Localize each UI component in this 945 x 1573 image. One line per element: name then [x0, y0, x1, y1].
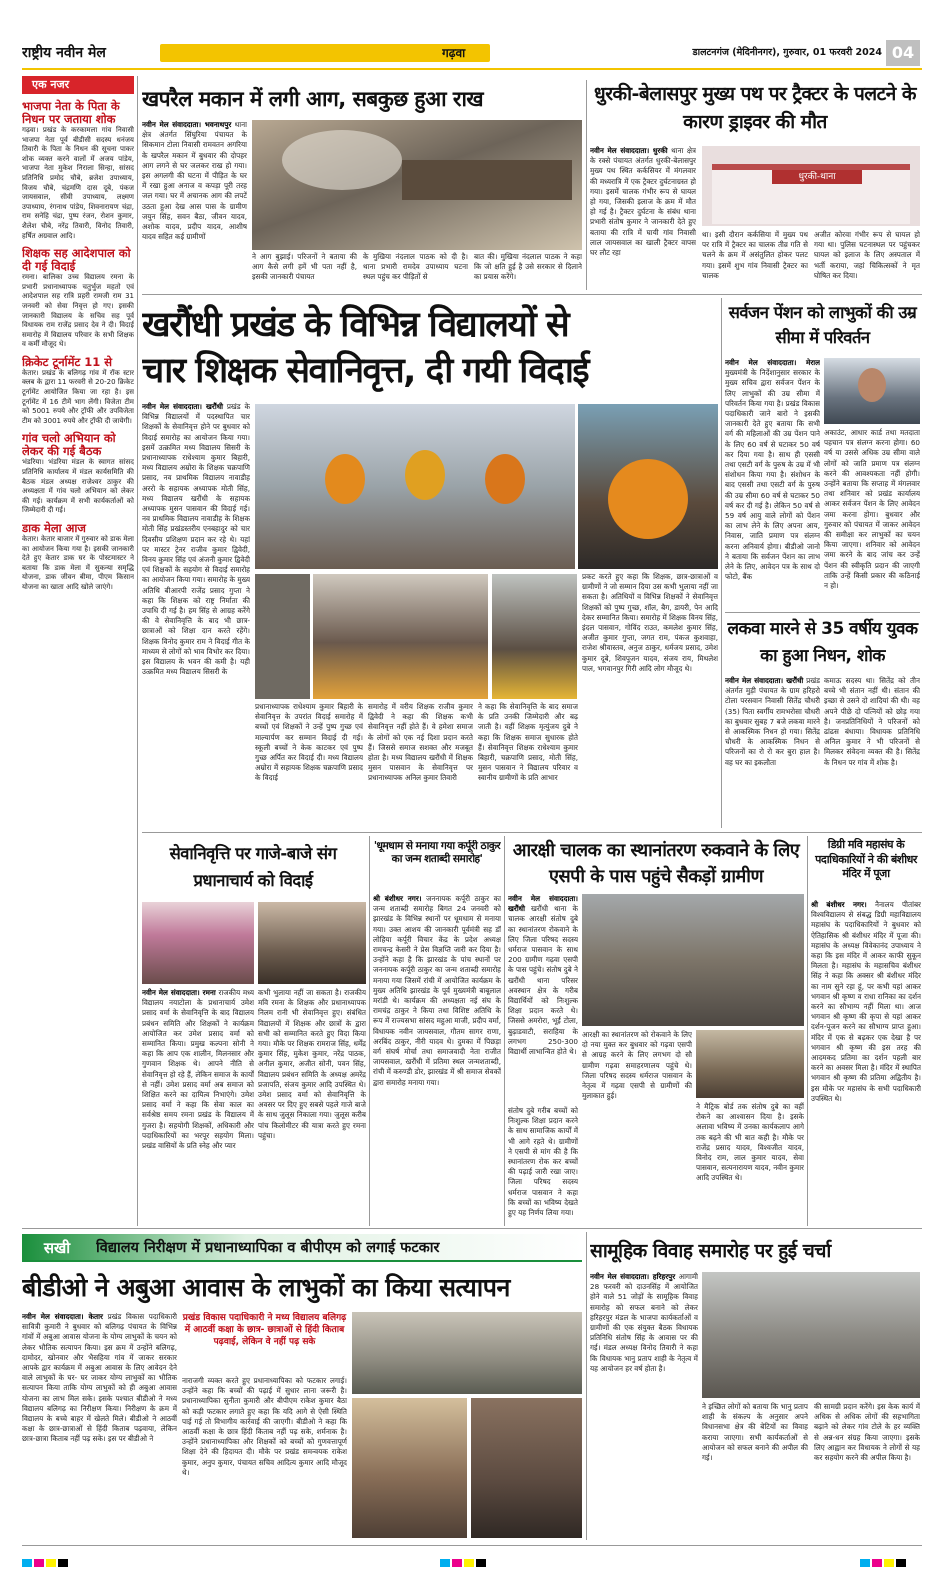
color-registration-bar	[860, 1559, 906, 1567]
arakshi-col2: संतोष दुबे गरीब बच्चों को निःशुल्क शिक्षा प्रदान करने के साथ सामाजिक कार्यों में भी आगे रहते थे। ग्रामीणों ने एसपी से मांग की है कि स्थानांतरण रोक कर बच्चों की पढ़ाई जारी रखा जाए। जिला परिषद सदस्य धर्मराज पासवान ने कहा कि बच्चों का भविष्य देखते हुए यह निर्णय लिया गया।	[508, 1106, 578, 1218]
lead-dateline: नवीन मेल संवाददाता। खरौंधी	[142, 402, 223, 411]
footer-rule	[22, 1545, 922, 1546]
divider	[725, 612, 920, 613]
color-registration-bar	[22, 1559, 68, 1567]
garland-shape	[485, 454, 525, 504]
lead-photo-man3	[492, 574, 577, 699]
pension-text: मुख्यमंत्री के निर्देशानुसार सरकार के मुख्य सचिव द्वारा सर्वजन पेंशन के लिए लाभुकों की उम्र सीमा में परिवर्तन किया गया है। प्रखंड विकास पदाधिकारी जाने बारो ने इसकी जानकारी देते हुए बताया कि सभी वर्ग की महिलाओं की उम्र पेंशन पाने के लिए 60 वर्ष से घटाकर 50 वर्ष कर दिया गया है। साथ ही एससी तथा एसटी वर्ग के पुरुष के उम्र में भी संशोधन किया गया है। संशोधन के बाद एससी तथा एसटी वर्ग के पुरुष की उम्र सीमा 60 वर्ष से घटाकर 50 वर्ष कर दी गई है। लेकिन 50 वर्ष से 59 वर्ष आयु वाले लोगों को पेंशन का लाभ लेने के लिए अपना आय, निवास, जाति प्रमाण पत्र संलग्न करना अनिवार्य होगा। बीडीओ जानो ने बताया कि सर्वजन पेंशन का लाभ लेने के लिए, आवेदन पत्र के साथ दो फोटो, बैंक	[725, 368, 820, 582]
sidebar-item	[22, 100, 134, 241]
fire-col1	[142, 120, 247, 290]
tractor-col1	[590, 146, 696, 290]
tractor-photo	[702, 146, 920, 226]
masthead-rule	[22, 68, 922, 70]
sakhi-col2: नाराजगी व्यक्त करते हुए प्रधानाध्यापिका को फटकार लगाई। उन्होंने कहा कि बच्चों की पढ़ाई में सुधार लाना जरूरी है। प्रधानाध्यापिका सुनीता कुमारी और बीपीएम राकेश कुमार बैठा को कड़ी फटकार लगाते हुए कहा कि यदि आगे से ऐसी स्थिति पाई गई तो विभागीय कार्रवाई की जाएगी। बीडीओ ने कहा कि आठवीं कक्षा के छात्र हिंदी किताब नहीं पढ़ सके, शर्मनाक है। उन्होंने प्रधानाध्यापिका और शिक्षकों को बच्चों को गुणवत्तापूर्ण शिक्षा देने की हिदायत दी। मौके पर प्रखंड समन्वयक राकेश कुमार, अनुप कुमार, पंचायत सचिव आदित्य कुमार आदि मौजूद थे।	[182, 1376, 347, 1477]
sewanivritti-text: राजकीय मध्य विद्यालय नयाटोला के प्रधानाचार्य उमेश प्रसाद वर्मा के सेवानिवृत्ति के बाद विद्यालय प्रबंधन समिति और शिक्षकों ने कार्यक्रम आयोजित कर उमेश प्रसाद वर्मा को सम्मानित किया। प्रमुख कल्पना सोनी ने कहा कि आप एक शालीन, मिलनसार और गुणवान शिक्षक थे। आपने नीति से सेवानिवृत्त हो रहे हैं, लेकिन समाज के कार्यों से नहीं। उमेश प्रसाद वर्मा अब समाज को शिक्षित करने का दायित्व निभाएंगे। उमेश प्रसाद वर्मा ने कहा कि सेवा काल का सर्वश्रेष्ठ समय रमना प्रखंड के विद्यालय में गुजरा है। सहयोगी शिक्षकों, अधिकारी और पदाधिकारियों का भरपूर सहयोग मिला। प्रखंड वासियों के प्रति स्नेह और प्यार	[142, 988, 254, 1151]
sidebar-item-body: भंडरिया। भंडरिया मंडल के स्वागत सांसद प्रतिनिधि कार्यालय में मंडल कार्यसमिति की बैठक मंडल अध्यक्ष राजेश्वर ठाकुर की अध्यक्षता में गांव चलो अभियान को लेकर की गई। कार्यक्रम में सभी कार्यकर्ताओं को जिम्मेदारी दी गई।	[22, 458, 134, 515]
place-date: डालटनगंज (मेदिनीनगर), गुरुवार, 01 फरवरी 2024	[692, 47, 882, 58]
pension-col2: अकाउंट, आधार कार्ड तथा मतदाता पहचान पत्र संलग्न करना होगा। 60 वर्ष या उससे अधिक उम्र सीमा वाले लोगों को जाति प्रमाण पत्र संलग्न करने की आवश्यकता नहीं होगी। उन्होंने बताया कि सप्ताह में मंगलवार तथा शनिवार को प्रखंड कार्यालय आकर सर्वजन पेंशन के लिए आवेदन जमा करना होगा। बुधवार और गुरुवार को पंचायत में जाकर आवेदन की समीक्षा कर लाभुकों का चयन किया जाएगा। शनिवार को आवेदन जमा करने के बाद जांच कर उन्हें पेंशन की स्वीकृति प्रदान की जाएगी ताकि उन्हें किसी प्रकार की कठिनाई न हो।	[824, 428, 920, 591]
lead-col1	[142, 402, 250, 828]
divider	[504, 836, 505, 1226]
lead-headline-line1: खरौंधी प्रखंड के विभिन्न विद्यालयों से	[142, 305, 569, 345]
sidebar-item	[22, 522, 134, 593]
fire-dateline: नवीन मेल संवाददाता। भवनाथपुर	[142, 120, 232, 129]
sidebar-item-body: केतार। प्रखंड के बलिगढ़ गांव में रॉक स्टार क्लब के द्वारा 11 फरवरी से 20-20 क्रिकेट टूर्नामेंट आयोजित किया जा रहा है। इस टूर्नामेंट में 16 टीमें भाग लेंगी। विजेता टीम को 5001 रुपये और ट्रॉफी और उपविजेता टीम को 3001 रुपये और ट्रॉफी दी जायेगी।	[22, 368, 134, 425]
fire-roof-shape	[402, 160, 572, 200]
sakhi-photo-school	[352, 1398, 467, 1538]
sidebar-divider	[137, 76, 138, 1226]
vivah-col3: की सामग्री प्रदान करेंगे। इस केक कार्य में अधिक से अधिक लोगों की सहभागिता बढ़ाने को लेकर गांव टोले के हर व्यक्ति से अन्न-धन संग्रह किया जाएगा। इसके लिए आह्वान कर विधायक ने लोगों से यह कर सहयोग करने की अपील किया है।	[814, 1402, 920, 1463]
tractor-col2: था। इसी दौरान कर्कसिया में मुख्य पथ पर रात्रि में ट्रैक्टर का चालक तीव्र गति से चलने के क्रम में असंतुलित होकर पलट गया। इसमें शुभ गांव निवासी ट्रैक्टर का चालक	[702, 230, 808, 280]
vivah-text: आगामी 28 फरवरी को दाउनसिंह में आयोजित होने वाले 51 जोड़ों के सामूहिक विवाह समारोह को सफल बनाने को लेकर हरिहरपुर मंडल के भाजपा कार्यकर्ताओं व ग्रामीणों की एक संयुक्त बैठक विधायक प्रतिनिधि संतोष सिंह के आवास पर की गई। मंडल अध्यक्ष विनोद तिवारी ने कहा कि विधायक भानु प्रताप शाही के नेतृत्व में यह आयोजन हर वर्ष होता है।	[590, 1272, 698, 1373]
sakhi-tag: सखी	[43, 1239, 71, 1257]
masthead	[22, 40, 922, 66]
arakshi-photo-crowd	[582, 894, 804, 1026]
sidebar-item	[22, 247, 134, 350]
lead-col2: प्रधानाध्यापक राधेश्याम कुमार बिहारी के सेवानिवृत्त के उपरांत विदाई समारोह में बच्चों एवं शिक्षकों ने उन्हें पुष्प गुच्छ एवं माल्यार्पण कर सम्मान विदाई दी गई। स्कूली बच्चों ने केक काटकर एवं पुष्प गुच्छ अर्पित कर विदाई दी। मध्य विद्यालय अम्रोरा में सहायक शिक्षक चक्रपाणि प्रसाद के विदाई	[255, 702, 363, 783]
sakhi-dateline: नवीन मेल संवाददाता। केतार	[22, 1312, 103, 1321]
arakshi-text: खरौंधी थाना के चालक आरक्षी संतोष दुबे का स्थानांतरण रोकवाने के लिए जिला परिषद सदस्य धर्मराज पासवान के साथ 200 ग्रामीण गढ़वा एसपी के पास पहुंचे। संतोष दुबे ने खरौंधी थाना परिसर अवस्थान क्षेत्र के गरीब विद्यार्थियों को निःशुल्क शिक्षा प्रदान करते थे। जिससे अमरोरा, भूर्ई टोला, बुढ़ाडवाटी, सराहिया के लगभग 250-300 विद्यार्थी लाभान्वित होते थे।	[508, 904, 578, 1057]
arakshi-col1	[508, 894, 578, 1104]
karpoori-body	[373, 894, 501, 1226]
lead-col5: प्रकट करते हुए कहा कि शिक्षक, छात्र-छात्राओं व ग्रामीणों ने जो सम्मान दिया उस कभी भुलाया नहीं जा सकता है। अतिथियों व विभिन्न शिक्षकों ने सेवानिवृत्त शिक्षकों को पुष्प गुच्छ, शॉल, बैग, डायरी, पेन आदि देकर सम्मानित किया। समारोह में शिक्षक विनय सिंह, इंदल पासवान, गोविंद राउत, कमलेश कुमार सिंह, अजीत कुमार गुप्ता, जगत राम, पंकज कुशवाहा, राजेश श्रीवास्तव, अनुज ठाकुर, धर्मजय प्रसाद, उमेश कुमार दूबे, शिवपूजन यादव, संजय राय, मिथलेश पाल, भगवानपुर गिरी आदि लोग मौजूद थे।	[582, 572, 718, 673]
sidebar-item-body: रमना। बालिका उच्च विद्यालय रमना के प्रभारी प्रधानाध्यापक चतुर्भुज महतो एवं आदेशपाल सह रात्रि प्रहरी रामजी राम 31 जनवरी को सेवा निवृत्त हो गए। इसकी जानकारी विद्यालय के सचिव सह पूर्व विधायक राम राजेंद्र प्रसाद देव ने दी। विदाई समारोह में विद्यालय परिवार के सभी शिक्षक व कर्मी मौजूद थे।	[22, 273, 134, 349]
sidebar-item-body: केतार। केतार बाजार में गुरुवार को डाक मेला का आयोजन किया गया है। इसकी जानकारी देते हुए केतार डाक घर के पोस्टमास्टर ने बताया कि डाक मेला में सुकन्या समृद्धि योजना, डाक जीवन बीमा, पीएम किसान योजना का खाता आदि खोले जाएंगे।	[22, 535, 134, 591]
sidebar-item-headline: क्रिकेट टूर्नामेंट 11 से	[22, 354, 113, 369]
fire-col3: के मुखिया नंदलाल पाठक को दी है। थाना प्रभारी रामदेव उपाध्याय घटना स्थल पहुंच कर पीड़ितों से	[363, 252, 468, 282]
lead-col4: ने कहा कि सेवानिवृत्ति के बाद समाज के प्रति उनकी जिम्मेदारी और बढ़ जाती है। वहीं शिक्षक मृत्युंजय दुबे ने कहा कि शिक्षक समाज सुधारक होते हैं। सेवानिवृत्त शिक्षक राधेश्याम कुमार बिहारी, चक्रपाणि प्रसाद, मोती सिंह, मुसन पासवान ने विद्यालय परिवार व स्वानीय ग्रामीणों के प्रति आभार	[478, 702, 578, 783]
degree-text: नैनालय पीतांबर विश्वविद्यालय से संबद्ध डिग्री महाविद्यालय महासंघ के पदाधिकारियों ने बुधवार को ऐतिहासिक श्री बंशीधर मंदिर में पूजा की। महासंघ के अध्यक्ष विवेकानंद उपाध्याय ने कहा कि इस मंदिर में आकर काफी सुकून मिलता है। महासंघ के महासचिव बंशीधर सिंह ने कहा कि अक्सर श्री बंशीधर मंदिर का नाम सुने रहा हूं, पर कभी यहां आकर भगवान श्री कृष्ण व राधा रानिका का दर्शन करने का सौभाग्य नहीं मिला था। आज भगवान श्री कृष्ण की कृपा से यहां आकर दर्शन-पूजन करने का सौभाग्य प्राप्त हुआ। मंदिर में एक से बढ़कर एक देखा है पर भगवान श्री कृष्ण की इस तरह की आदमकद प्रतिमा का दर्शन पहली बार करने का अवसर मिला है। मंदिर में स्थापित भगवान श्री कृष्ण की प्रतिमा अद्वितीय है। इस मौके पर महासंघ के सभी पदाधिकारी उपस्थित थे।	[811, 900, 921, 1103]
sakhi-photo-classroom	[471, 1398, 582, 1538]
sewanivritti-dateline: नवीन मेल संवाददाता। रमना	[142, 988, 216, 997]
tractor-headline: धुरकी-बेलासपुर मुख्य पथ पर ट्रैक्टर के पलटने के कारण ड्राइवर की मौत	[594, 83, 916, 133]
page-number: 04	[886, 40, 920, 66]
sewanivritti-col2: कभी भुलाया नहीं जा सकता है। राजकीय मवि रमना के शिक्षक और प्रधानाध्यापक निलम रानी भी सेवानिवृत्त हुए। संबंधित विद्यालयों में शिक्षक और छात्रों के द्वारा सभी को सम्मानित करते हुए विदा किया गया। मौके पर शिक्षक रामराज सिंह, धर्मेंद्र कुमार सिंह, मुकेश कुमार, नरेंद्र पाठक, अनील कुमार, अजीत सोनी, पवन सिंह, विद्यालय प्रबंधन समिति के अध्यक्ष अमरेंद्र प्रजापति, संजय कुमार आदि उपस्थित थे। उमेश प्रसाद वर्मा को सेवानिवृत्ति के अवसर पर दिए हुए सबसे पहले गाजे बाजे के साथ जुलूस निकाला गया। जुलूस करीब पांच किलोमीटर की यात्रा करते हुए रमना पहुंचा।	[258, 988, 366, 1140]
sewanivritti-photo-stage	[142, 902, 254, 984]
color-registration-bar	[440, 1559, 486, 1567]
garland-shape	[325, 454, 365, 504]
arakshi-photo-officer	[696, 1030, 804, 1098]
vivah-headline: सामूहिक विवाह समारोह पर हुई चर्चा	[590, 1240, 831, 1262]
divider	[142, 832, 922, 833]
sakhi-text: प्रखंड विकास पदाधिकारी सावित्री कुमारी ने बुधवार को बलिगढ़ पंचायत के विभिन्न गांवों में अबुआ आवास योजना के योग्य लाभुकों के चयन को लेकर भौतिक सत्यापन किया। इस क्रम में उन्होंने बलिगढ़, दामोदर, खोनवार और भैसहिया गांव में जाकर सरकार आपके द्वार कार्यक्रम में अबुआ आवास के लिए आवेदन देने वाले लाभुकों के घर- घर जाकर योग्य लाभुकों का भौतिक सत्यापन किया ताकि योग्य लाभुकों को ही अबुआ आवास योजना का लाभ मिल सके। इसके पश्चात बीडीओ ने मध्य विद्यालय बलिगढ़ का निरीक्षण किया। निरीक्षण के क्रम में विद्यालय के बच्चे बाहर में खेलते मिले। बीडीओ ने आठवीं कक्षा के छात्र-छात्राओं से हिंदी किताब पढ़वाया, लेकिन छात्र-छात्रा किताब नहीं पढ़ सके। इस पर बीडीओ ने	[22, 1312, 177, 1444]
pension-dateline: नवीन मेल संवाददाता। मेराल	[725, 358, 820, 367]
police-station-sign: धुरकी-थाना	[772, 170, 862, 184]
divider	[807, 836, 808, 1226]
lead-headline-line2: चार शिक्षक सेवानिवृत्त, दी गयी विदाई	[142, 351, 589, 391]
edition-name: गढ़वा	[442, 46, 466, 60]
vivah-col2: ने इच्छित लोगों को बताया कि भानु प्रताप शाही के संकल्प के अनुसार अपने विधानसभा क्षेत्र की बेटियों का विवाह कराया जाएगा। सभी कार्यकर्ताओं से आयोजन को सफल बनाने की अपील की गई।	[702, 1402, 808, 1463]
degree-headline: डिग्री मवि महासंघ के पदाधिकारियों ने की बंशीधर मंदिर में पूजा	[815, 838, 917, 880]
pension-col1	[725, 358, 820, 608]
sidebar-item-headline: भाजपा नेता के पिता के निधन पर जताया शोक	[22, 99, 120, 126]
vivah-photo-meeting	[702, 1272, 920, 1398]
paper-name: राष्ट्रीय नवीन मेल	[22, 45, 106, 61]
divider	[142, 294, 922, 295]
fire-col4: बात की। मुखिया नंदलाल पाठक ने कहा कि जो क्षति हुई है उसे सरकार से दिलाने का प्रयास करेंगे।	[474, 252, 582, 282]
karpoori-dateline: श्री बंशीधर नगर।	[373, 894, 422, 903]
fire-text: थाना क्षेत्र अंतर्गत सिंघुरिया पंचायत के सिकमान टोला निवासी रामवतन अगरिया के खपरैल मकान में बुधवार की दोपहर आग लगने से घर जलकर राख हो गया। इस अगलगी की घटना में पीड़ित के घर में रखा हुआ अनाज व कपड़ा पूरी तरह जल गया। घर में अचानक आग की लपटें उठता हुआ देख आस पास के ग्रामीण जयुन सिंह, सवन बैठा, जीवन यादव, अशोक यादव, प्रदीप यादव, आशीष यादव सहित कई ग्रामीणों	[142, 120, 247, 242]
sakhi-kicker: विद्यालय निरीक्षण में प्रधानाध्यापिका व बीपीएम को लगाई फटकार	[96, 1240, 440, 1256]
divider	[586, 1232, 587, 1540]
sakhi-photo-field	[352, 1312, 582, 1394]
arakshi-headline: आरक्षी चालक का स्थानांतरण रुकवाने के लिए एसपी के पास पहुंचे सैकड़ों ग्रामीण	[512, 840, 800, 887]
vivah-dateline: नवीन मेल संवाददाता। हरिहरपुर	[590, 1272, 676, 1281]
karpoori-headline: 'धूमधाम से मनाया गया कर्पूरी ठाकुर का जन्म शताब्दी समारोह'	[373, 840, 501, 865]
paralysis-dateline: नवीन मेल संवाददाता। खरौंधी	[725, 676, 804, 685]
tractor-text: थाना क्षेत्र के रक्से पंचायत अंतर्गत धुरकी-बेलासपुर मुख्य पथ स्थित कर्कसियर में मंगलवार की मध्यरात्रि में एक ट्रैक्टर दुर्घटनाग्रस्त हो गया। इसमें चालक गंभीर रूप से घायल हो गया, जिसकी इलाज के क्रम में मौत हो गई है। ट्रैक्टर दुर्घटना के संबंध थाना प्रभारी संतोष कुमार ने जानकारी देते हुए बताया की रात्रि में घायी गांव निवासी लाल जायसवाल का खाली ट्रैक्टर वापस घर लौट रहा	[590, 146, 696, 258]
lead-photo-man1	[255, 574, 310, 699]
lead-col3: समारोह में वरीय शिक्षक राजीव कुमार द्विवेदी ने कहा की शिक्षक कभी सेवानिवृत्त नहीं होते हैं। वे हमेशा समाज के लोगों को एक नई दिशा प्रदान करते हैं। जिससे समाज सशक्त और मजबूत होता है। मध्य विद्यालय खरौंधी में शिक्षक मुसन पासवान के सेवानिवृत्त पर प्रधानाध्यापक अनिल कुमार तिवारी	[368, 702, 473, 783]
paralysis-headline: लकवा मारने से 35 वर्षीय युवक का हुआ निधन, शोक	[727, 619, 918, 666]
sidebar	[22, 76, 134, 1226]
paralysis-col2: कमाऊ सदस्य था। सितेंद्र को तीन बच्चे भी संतान नहीं थी। संतान की इच्छा से उसने दो शादियां की थी। वह अपने पीछे दो पत्नियों को छोड़ गया है। जनप्रतिनिधियों ने परिजनों को ढांढस बंधाया। विधायक प्रतिनिधि अनिल कुमार ने भी परिजनों से मिलकर संवेदना व्यक्त की है। सितेंद्र के निधन पर गांव में शोक है।	[824, 676, 920, 767]
sidebar-item	[22, 356, 134, 427]
sidebar-item-headline: डाक मेला आज	[22, 521, 86, 535]
pension-photo-official	[824, 358, 920, 424]
pension-headline: सर्वजन पेंशन को लाभुकों की उम्र सीमा में परिवर्तन	[728, 303, 917, 347]
sidebar-item-headline: गांव चलो अभियान को लेकर की गई बैठक	[22, 431, 116, 459]
sakhi-col1	[22, 1312, 177, 1538]
lead-photo-portrait	[578, 404, 718, 569]
sewanivritti-headline: सेवानिवृत्ति पर गाजे-बाजे संग प्रधानाचार्य को विदाई	[169, 844, 337, 890]
divider	[369, 836, 370, 1226]
garland-shape	[608, 459, 688, 539]
garland-shape	[405, 450, 445, 500]
paralysis-col1	[725, 676, 820, 828]
fire-headline: खपरैल मकान में लगी आग, सबकुछ हुआ राख	[142, 87, 484, 111]
lead-photo-group	[255, 404, 575, 569]
fire-photo	[252, 120, 582, 250]
karpoori-text: जननायक कर्पूरी ठाकुर का जन्म शताब्दी समारोह बिगत 24 जनवरी को झारखंड के विभिन्न स्थानों पर धूमधाम से मनाया गया। उक्त आशय की जानकारी पूर्वमंत्री सह डॉ लोहिया कर्पूरी विचार केंद्र के प्रदेश अध्यक्ष रामचन्द्र केसरी ने प्रेस विज्ञप्ति जारी कर दिया है। उन्होंने कहा है कि झारखंड के पांच स्थानों पर जननायक कर्पूरी ठाकुर का जन्म शताब्दी समारोह मनाया गया जिसमें रांची में आयोजित कार्यक्रम के मुख्य अतिथि झारखंड के पूर्व मुख्यमंत्री बाबूलाल मरांडी थे। कार्यक्रम की अध्यक्षता नई संघ के रामचंद्र ठाकुर ने किया तथा विशिष्ट अतिथि के रूप में राज्यसभा सांसद महुआ माजी, प्रदीप वर्मा, विधायक नवीन जायसवाल, गौतम सागर राणा, अरबिंद ठाकुर, नीरी यादव थे। दुमका में पिछड़ा वर्ग संघर्ष मोर्चा तथा समाजवादी नेता राजीत जायसवाल, खरौंधी में प्रतिमा स्थल जन्मशताब्दी, रांची में करुण्डी डोर, झारखंड में श्री समाज सेवकों द्वारा समारोह मनाया गया।	[373, 894, 501, 1087]
sidebar-item-headline: शिक्षक सह आदेशपाल को दी गई विदाई	[22, 246, 131, 274]
arakshi-col4: ने मैट्रिक बोर्ड तक संतोष दुबे का वहीं रोकने का आश्वासन दिया है। इसके अलावा भविष्य में उनका कार्यकलाप आगे तक बढ़ने की भी बात कही है। मौके पर राजेंद्र प्रसाद यादव, विश्वजीत यादव, विनोद राम, लाल कुमार यादव, सेवा पासवान, सत्यनारायण यादव, नवीन कुमार आदि उपस्थित थे।	[696, 1102, 804, 1183]
arakshi-dateline: नवीन मेल संवाददाता। खरौंधी	[508, 894, 578, 914]
face-shape	[858, 368, 886, 402]
sidebar-tag: एक नजर	[22, 76, 134, 94]
divider	[22, 1228, 922, 1229]
sakhi-pull-quote: प्रखंड विकास पदाधिकारी ने मध्य विद्यालय बलिगढ़ में आठवीं कक्षा के छात्र- छात्राओं से हिंदी किताब पढ़वाई, लेकिन वे नहीं पढ़ सके	[182, 1313, 347, 1347]
degree-dateline: श्री बंशीधर नगर।	[811, 900, 867, 909]
vivah-col1	[590, 1272, 698, 1538]
fire-smoke-shape	[282, 130, 402, 190]
arakshi-col3: आरक्षी का स्थानांतरण को रोकवाने के लिए दो नया मुक्त कर बुधवार को गढ़वा एसपी से आग्रह करने के लिए लगभग दो सौ ग्रामीण गढ़वा समाहरणालय पहुंचे थे। जिला परिषद सदस्य धर्मराज पासवान के नेतृत्व में गढ़वा एसपी से ग्रामीणों की मुलाकात हुई।	[582, 1030, 692, 1101]
sakhi-headline: बीडीओ ने अबुआ आवास के लाभुकों का किया सत्यापन	[22, 1273, 510, 1302]
tractor-col3: अजीत कोरवा गंभीर रूप से घायल हो गया था। पुलिस घटनास्थल पर पहुंचकर घायल को इलाज के लिए अस्पताल में भर्ती कराया, जहां चिकित्सकों ने मृत घोषित कर दिया।	[814, 230, 920, 280]
lead-text: प्रखंड के विभिन्न विद्यालयों में पदस्थापित चार शिक्षकों के सेवानिवृत्त होने पर बुधवार को विदाई समारोह का आयोजन किया गया। इसमें उत्क्रमित मध्य विद्यालय सिसरी के प्रधानाध्यापक राधेश्याम कुमार बिहारी, मध्य विद्यालय अम्रोरा के शिक्षक चक्रपाणि प्रसाद, नव प्राथमिक विद्यालय नावाडीह अररो के सहायक अध्यापक मोती सिंह, मध्य विद्यालय खरौंधी के सहायक अध्यापक मुसन पासवान की विदाई गई। नव प्राथमिक विद्यालय नावाडीह के शिक्षक मोती सिंह प्रखंडस्तरीय एनबहादुर को चार दिवसीय प्रशिक्षण प्रदान कर रहे थे। यहां पर मास्टर ट्रेनर राजीव कुमार द्विवेदी, विनय कुमार सिंह एवं अंजनी कुमार द्विवेदी एवं शिक्षकों के सहयोग से विदाई समारोह का आयोजन किया गया। समारोह के मुख्य अतिथि बीआरपी राजेंद्र प्रसाद गुप्ता ने कहा कि शिक्षक को राष्ट्र निर्माता की उपाधि दी गई है। हम सिंह से आग्रह करेंगे की वे सेवानिवृत्ति के बाद भी छात्र-छात्राओं को शिक्षा दान करते रहेंगे। शिक्षक विनोद कुमार राम ने विदाई गीत के माध्यम से लोगों को भाव विभोर कर दिया। इस विद्यालय के भवन की कमी है। यही उत्क्रमित मध्य विद्यालय सिसरी के	[142, 402, 250, 677]
tractor-dateline: नवीन मेल संवाददाता। धुरकी	[590, 146, 668, 155]
sidebar-item	[22, 432, 134, 516]
sewanivritti-col1	[142, 988, 254, 1224]
sewanivritti-photo-men	[258, 902, 366, 984]
fire-col2: ने आग बुझाई। परिजनों ने बताया की आग कैसे लगी हमें भी पता नहीं है, इसकी जानकारी पंचायत	[252, 252, 357, 282]
lead-photo-man2	[313, 574, 488, 699]
divider	[586, 80, 587, 290]
divider	[721, 298, 722, 828]
paralysis-text: प्रखंड अंतर्गत मुड़ी पंचायत के ग्राम हरिहरो टोला परसवान निवासी सितेंद्र चौधरी (35) पिता स्वर्गीय रामभरोसा चौधरी का बुधवार सुबह 7 बजे लकवा मारने से आकस्मिक निधन हो गया। सितेंद्र चौधरी के आकस्मिक निधन से परिजनों का रो रो कर बुरा हाल है। वह घर का इकलौता	[725, 676, 820, 767]
degree-body	[811, 900, 921, 1226]
edition-bar	[160, 44, 490, 62]
sidebar-item-body: गढ़वा। प्रखंड के करकामला गांव निवासी भाजपा नेता पूर्व बीडीसी सदस्य धनंजय तिवारी के पिता के निधन की सूचना पाकर शोक व्यक्त करने वालों में अजय पांडेय, भाजपा नेता मुकेश निराला सिन्हा, सांसद प्रतिनिधि प्रमोद चौबे, ब्रजेश उपाध्याय, विजय चौबे, चंद्रमणि दास दूबे, पंकज जायसवाल, सीवी उपाध्याय, लक्ष्मण उपाध्याय, रंगनाथ पांडेय, शिवनारायण चंद्रा, राम सनेहि चंद्रा, पुष्प रंजन, रोशन कुमार, शैलेश चौबे, नरेंद्र तिवारी, विनोद तिवारी, हर्षित अग्रवाल आदि।	[22, 126, 134, 240]
